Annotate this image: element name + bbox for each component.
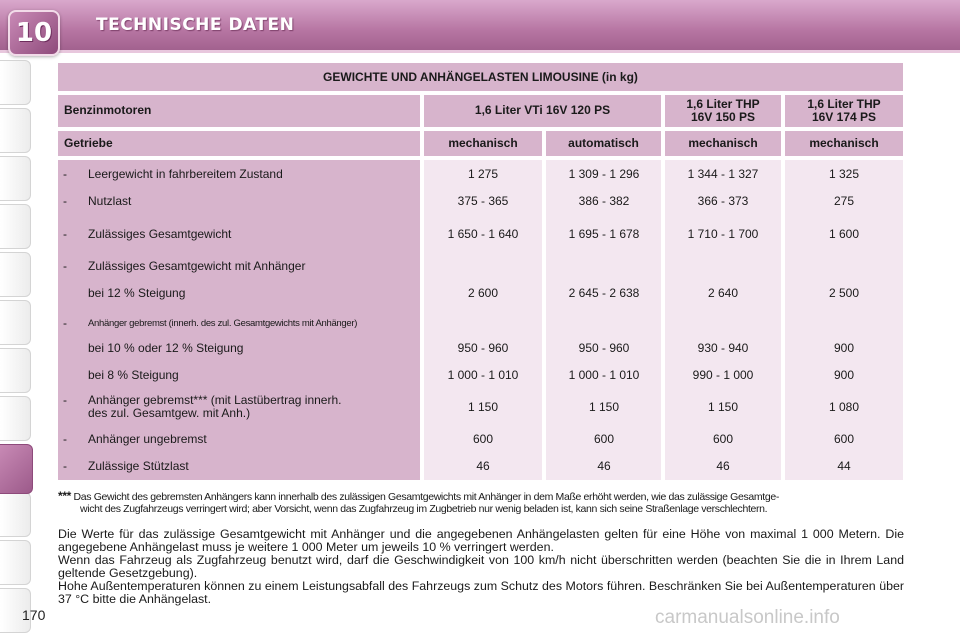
side-tab[interactable] bbox=[0, 492, 31, 537]
gearbox-header: Getriebe bbox=[58, 131, 420, 156]
row-value: 600 bbox=[472, 432, 494, 446]
row-value: 1 600 bbox=[828, 227, 860, 241]
footnote-marker: *** bbox=[58, 489, 71, 503]
engine-column-header: 1,6 Liter THP 16V 150 PS bbox=[665, 95, 781, 127]
footnote bbox=[58, 490, 908, 515]
footnote-line: wicht des Zugfahrzeugs verringert wird; aber Vorsicht, wenn das Zugfahrzeug im Zugbetrieb nur wenig beladen ist, kann sich seine Straßenlage verschlechtern. bbox=[80, 503, 768, 515]
paragraph: Wenn das Fahrzeug als Zugfahrzeug benutzt wird, darf die Geschwindigkeit von 100 km/h nicht überschritten werden (beachten Sie die in Ihrem Land geltende Gesetzgebung). bbox=[58, 553, 904, 580]
row-value: 1 309 - 1 296 bbox=[568, 167, 640, 181]
row-value: 2 640 bbox=[707, 286, 739, 300]
row-value: 600 bbox=[593, 432, 615, 446]
side-tab[interactable] bbox=[0, 300, 31, 345]
body-text bbox=[58, 528, 904, 606]
side-tab-active[interactable] bbox=[0, 444, 33, 494]
row-value: 950 - 960 bbox=[457, 341, 509, 355]
row-value: 900 bbox=[833, 368, 855, 382]
watermark: carmanualsonline.info bbox=[655, 607, 840, 628]
row-label: Zulässiges Gesamtgewicht mit Anhänger bbox=[88, 259, 306, 273]
row-value: 366 - 373 bbox=[697, 194, 749, 208]
row-value: 44 bbox=[837, 459, 851, 473]
row-label: Leergewicht in fahrbereitem Zustand bbox=[88, 167, 283, 181]
row-dash: - bbox=[63, 316, 67, 330]
row-value: 1 344 - 1 327 bbox=[687, 167, 759, 181]
table-title: GEWICHTE UND ANHÄNGELASTEN LIMOUSINE (in kg) bbox=[58, 63, 903, 91]
row-value: 1 650 - 1 640 bbox=[447, 227, 519, 241]
row-value: 1 275 bbox=[467, 167, 499, 181]
row-value: 1 150 bbox=[588, 400, 620, 414]
chapter-side-tabs bbox=[0, 60, 36, 636]
side-tab[interactable] bbox=[0, 252, 31, 297]
engine-column-header: 1,6 Liter VTi 16V 120 PS bbox=[424, 95, 661, 127]
row-value: 930 - 940 bbox=[697, 341, 749, 355]
row-value: 1 150 bbox=[467, 400, 499, 414]
row-label: Nutzlast bbox=[88, 194, 132, 208]
row-value: 1 695 - 1 678 bbox=[568, 227, 640, 241]
side-tab[interactable] bbox=[0, 396, 31, 441]
side-tab[interactable] bbox=[0, 204, 31, 249]
row-value: 386 - 382 bbox=[578, 194, 630, 208]
side-tab[interactable] bbox=[0, 348, 31, 393]
row-label: Anhänger ungebremst bbox=[88, 432, 207, 446]
row-value: 2 500 bbox=[828, 286, 860, 300]
row-value: 1 150 bbox=[707, 400, 739, 414]
row-value: 1 000 - 1 010 bbox=[568, 368, 640, 382]
row-label-continued: des zul. Gesamtgew. mit Anh.) bbox=[88, 406, 251, 420]
row-value: 600 bbox=[712, 432, 734, 446]
chapter-title: TECHNISCHE DATEN bbox=[96, 15, 295, 35]
row-value: 46 bbox=[597, 459, 611, 473]
row-value: 46 bbox=[476, 459, 490, 473]
row-value: 375 - 365 bbox=[457, 194, 509, 208]
row-value: 900 bbox=[833, 341, 855, 355]
row-value: 990 - 1 000 bbox=[692, 368, 754, 382]
row-label: Anhänger gebremst (innerh. des zul. Gesamtgewichts mit Anhänger) bbox=[88, 318, 358, 329]
row-dash: - bbox=[63, 194, 67, 208]
row-value: 2 600 bbox=[467, 286, 499, 300]
engine-header: Benzinmotoren bbox=[58, 95, 420, 127]
row-dash: - bbox=[63, 432, 67, 446]
row-value: 275 bbox=[833, 194, 855, 208]
row-value: 1 080 bbox=[828, 400, 860, 414]
page-number: 170 bbox=[22, 607, 46, 623]
gearbox-column-header: automatisch bbox=[546, 131, 661, 156]
paragraph: Hohe Außentemperaturen können zu einem Leistungsabfall des Fahrzeugs zum Schutz des Motors führen. Beschränken Sie bei Außentemperaturen über 37 °C bitte die Anhängelast. bbox=[58, 579, 904, 606]
gearbox-column-header: mechanisch bbox=[424, 131, 542, 156]
row-label: bei 12 % Steigung bbox=[88, 286, 186, 300]
row-dash: - bbox=[63, 227, 67, 241]
row-value: 46 bbox=[716, 459, 730, 473]
side-tab[interactable] bbox=[0, 540, 31, 585]
side-tab[interactable] bbox=[0, 60, 31, 105]
paragraph: Die Werte für das zulässige Gesamtgewicht mit Anhänger und die angegebenen Anhängelasten gelten für eine Höhe von maximal 1 000 Metern. Die angegebene Anhängelast muss je weitere 1 000 Meter um jeweils 10 % verringert werden. bbox=[58, 527, 904, 554]
row-label: bei 10 % oder 12 % Steigung bbox=[88, 341, 244, 355]
gearbox-column-header: mechanisch bbox=[785, 131, 903, 156]
engine-column-header: 1,6 Liter THP 16V 174 PS bbox=[785, 95, 903, 127]
row-value: 950 - 960 bbox=[578, 341, 630, 355]
row-value: 1 710 - 1 700 bbox=[687, 227, 759, 241]
row-label: Zulässiges Gesamtgewicht bbox=[88, 227, 232, 241]
row-label: bei 8 % Steigung bbox=[88, 368, 179, 382]
row-dash: - bbox=[63, 259, 67, 273]
row-value: 600 bbox=[833, 432, 855, 446]
chapter-number-badge: 10 bbox=[8, 10, 60, 56]
row-label: Anhänger gebremst*** (mit Lastübertrag innerh. bbox=[88, 393, 342, 407]
footnote-line: Das Gewicht des gebremsten Anhängers kann innerhalb des zulässigen Gesamtgewichts mit Anhänger in dem Maße erhöht werden, wie das zulässige Gesamtge- bbox=[73, 491, 779, 503]
row-dash: - bbox=[63, 393, 67, 407]
side-tab[interactable] bbox=[0, 108, 31, 153]
row-label: Zulässige Stützlast bbox=[88, 459, 189, 473]
row-value: 2 645 - 2 638 bbox=[568, 286, 640, 300]
row-dash: - bbox=[63, 459, 67, 473]
row-value: 1 000 - 1 010 bbox=[447, 368, 519, 382]
gearbox-column-header: mechanisch bbox=[665, 131, 781, 156]
side-tab[interactable] bbox=[0, 156, 31, 201]
row-dash: - bbox=[63, 167, 67, 181]
row-value: 1 325 bbox=[828, 167, 860, 181]
chapter-header bbox=[0, 0, 960, 53]
